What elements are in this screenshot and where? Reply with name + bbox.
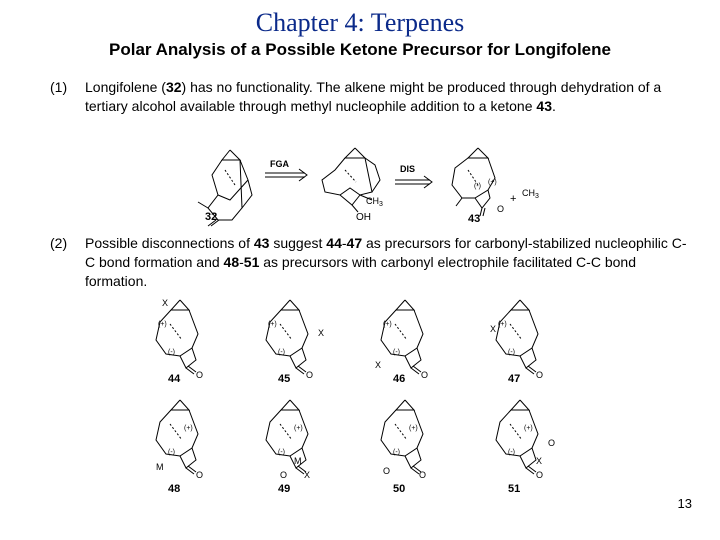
oh-label: OH [356, 212, 371, 223]
ring-outline [381, 410, 423, 456]
carbonyl-bond-double [298, 366, 306, 372]
carbonyl-bond [186, 468, 194, 474]
ring-outline [156, 410, 198, 456]
anion-label: (-) [168, 349, 175, 356]
o-label-43: O [497, 204, 505, 214]
page-number: 13 [677, 496, 692, 511]
bridge-bond [170, 324, 182, 340]
carbonyl-bond-double [188, 466, 196, 472]
p2-t2: suggest [269, 235, 327, 251]
metal-label: M [156, 462, 164, 472]
compound-label: 44 [168, 373, 181, 385]
oxygen-label: O [548, 438, 556, 448]
structure-44 [156, 300, 198, 374]
paragraph-1-text [85, 78, 690, 116]
compound-label: 46 [393, 373, 406, 385]
oxygen-label: O [536, 470, 544, 480]
compound-label: 45 [278, 373, 291, 385]
gem-dimethyl [281, 400, 299, 410]
p2-b2: 44 [326, 235, 342, 251]
bridge-bond [395, 324, 407, 340]
leaving-group-x: X [375, 360, 382, 370]
structure-46 [381, 300, 423, 374]
p2-t4: as precursors for carbonyl-stabilized nucleophilic C-C bond formation and [85, 235, 687, 270]
neg-label-43: (-) [474, 183, 481, 190]
gem-dimethyl [171, 400, 189, 410]
structure-49 [266, 400, 308, 474]
pos-label-43: (+) [488, 179, 497, 186]
paragraph-2-text [85, 234, 690, 291]
p2-b1: 43 [253, 235, 270, 251]
carbonyl-bond [411, 368, 419, 374]
p2-b4: 48 [223, 254, 240, 270]
oxygen-label: O [196, 470, 204, 480]
metal-label: M [294, 456, 302, 466]
compound-label: 51 [508, 483, 521, 495]
gem-dimethyl [171, 300, 189, 310]
cation-label: (+) [524, 425, 533, 432]
anion-label: (-) [508, 449, 515, 456]
oxygen-label: O [196, 370, 204, 380]
ring-outline [156, 310, 198, 356]
bridge-bond [280, 324, 292, 340]
cation-label: (+) [184, 425, 193, 432]
cation-label: (+) [409, 425, 418, 432]
ring-outline [496, 310, 538, 356]
leaving-group-x: X [162, 298, 169, 308]
page-title: Chapter 4: Terpenes [255, 8, 465, 37]
carbonyl-bond [296, 468, 304, 474]
compound-label: 48 [168, 483, 181, 495]
plus-sign: + [510, 193, 517, 205]
bridge-bond [170, 424, 182, 440]
p1-b2: 43 [536, 98, 552, 114]
p2-b3: 47 [346, 235, 363, 251]
oxygen-label: O [421, 370, 429, 380]
compound-label: 50 [393, 483, 406, 495]
methyl-reagent-main: CH [522, 188, 535, 198]
ring-outline [266, 410, 308, 456]
carbonyl-bond-double [528, 366, 536, 372]
compound-label: 49 [278, 483, 291, 495]
structure-47 [496, 300, 538, 374]
leaving-group-x: X [536, 456, 543, 466]
gem-dimethyl [511, 400, 529, 410]
ring-outline [266, 310, 308, 356]
leaving-group-x: X [490, 324, 497, 334]
gem-dimethyl [396, 400, 414, 410]
anion-label: (-) [393, 449, 400, 456]
anion-label: (-) [278, 449, 285, 456]
compound-label: 47 [508, 373, 521, 385]
structure-51 [496, 400, 538, 474]
methyl-reagent [522, 188, 539, 200]
bridge-bond [280, 424, 292, 440]
bridge-bond [395, 424, 407, 440]
cation-label: (+) [158, 321, 167, 328]
p1-t3: . [551, 98, 556, 114]
bridge-bond [510, 424, 522, 440]
anion-label: (-) [393, 349, 400, 356]
paragraph-2-number: (2) [50, 235, 68, 251]
fga-label: FGA [270, 159, 289, 169]
p1-t2: ) has no functionality. The alkene might be produced through dehydration of a tertiary alcohol available through methyl nucleophile addition to a ketone [85, 79, 662, 114]
ch3-label [366, 196, 383, 208]
oxygen-label: O [280, 470, 288, 480]
cation-label: (+) [268, 321, 277, 328]
gem-dimethyl [396, 300, 414, 310]
p2-t6: as precursors with carbonyl electrophile facilitated C-C bond formation. [85, 254, 636, 289]
dis-label: DIS [400, 164, 416, 174]
p2-t1: Possible disconnections of [85, 235, 254, 251]
ch3-label-main: CH [366, 196, 379, 206]
anion-label: (-) [278, 349, 285, 356]
cation-label: (+) [383, 321, 392, 328]
carbonyl-bond [296, 368, 304, 374]
label-32: 32 [205, 211, 218, 223]
paragraph-1-number: (1) [50, 79, 68, 95]
bridge-bond [510, 324, 522, 340]
carbonyl-bond [526, 368, 534, 374]
paragraph-2 [50, 234, 690, 291]
page-subtitle: Polar Analysis of a Possible Ketone Precursor for Longifolene [109, 40, 611, 59]
p1-b1: 32 [165, 79, 182, 95]
carbonyl-bond [411, 468, 419, 474]
leaving-group-x: X [304, 470, 311, 480]
oxygen-label: O [419, 470, 427, 480]
carbonyl-bond-double [413, 366, 421, 372]
leaving-group-x: X [318, 328, 325, 338]
oxygen-label: O [306, 370, 314, 380]
carbonyl-bond [186, 368, 194, 374]
cation-label: (+) [498, 321, 507, 328]
anion-label: (-) [168, 449, 175, 456]
p2-b5: 51 [243, 254, 260, 270]
structure-50 [381, 400, 423, 474]
gem-dimethyl [511, 300, 529, 310]
paragraph-1 [50, 78, 690, 116]
cation-label: (+) [294, 425, 303, 432]
ring-outline [381, 310, 423, 356]
p1-t1: Longifolene ( [85, 79, 166, 95]
carbonyl-bond [526, 468, 534, 474]
ch3-label-sub: 3 [379, 201, 383, 208]
carbonyl-bond-double [188, 366, 196, 372]
precursor-structure-grid [0, 295, 720, 505]
carbonyl-bond-double [528, 466, 536, 472]
oxygen-label: O [383, 466, 391, 476]
ring-outline [496, 410, 538, 456]
retrosynthesis-scheme [0, 140, 720, 230]
structure-45 [266, 300, 308, 374]
methyl-reagent-sub: 3 [535, 193, 539, 200]
label-43: 43 [468, 213, 481, 225]
gem-dimethyl [281, 300, 299, 310]
oxygen-label: O [536, 370, 544, 380]
dis-arrow [395, 176, 432, 188]
anion-label: (-) [508, 349, 515, 356]
p2-t5: - [239, 254, 244, 270]
p2-t3: - [341, 235, 347, 251]
fga-arrow [265, 169, 307, 181]
